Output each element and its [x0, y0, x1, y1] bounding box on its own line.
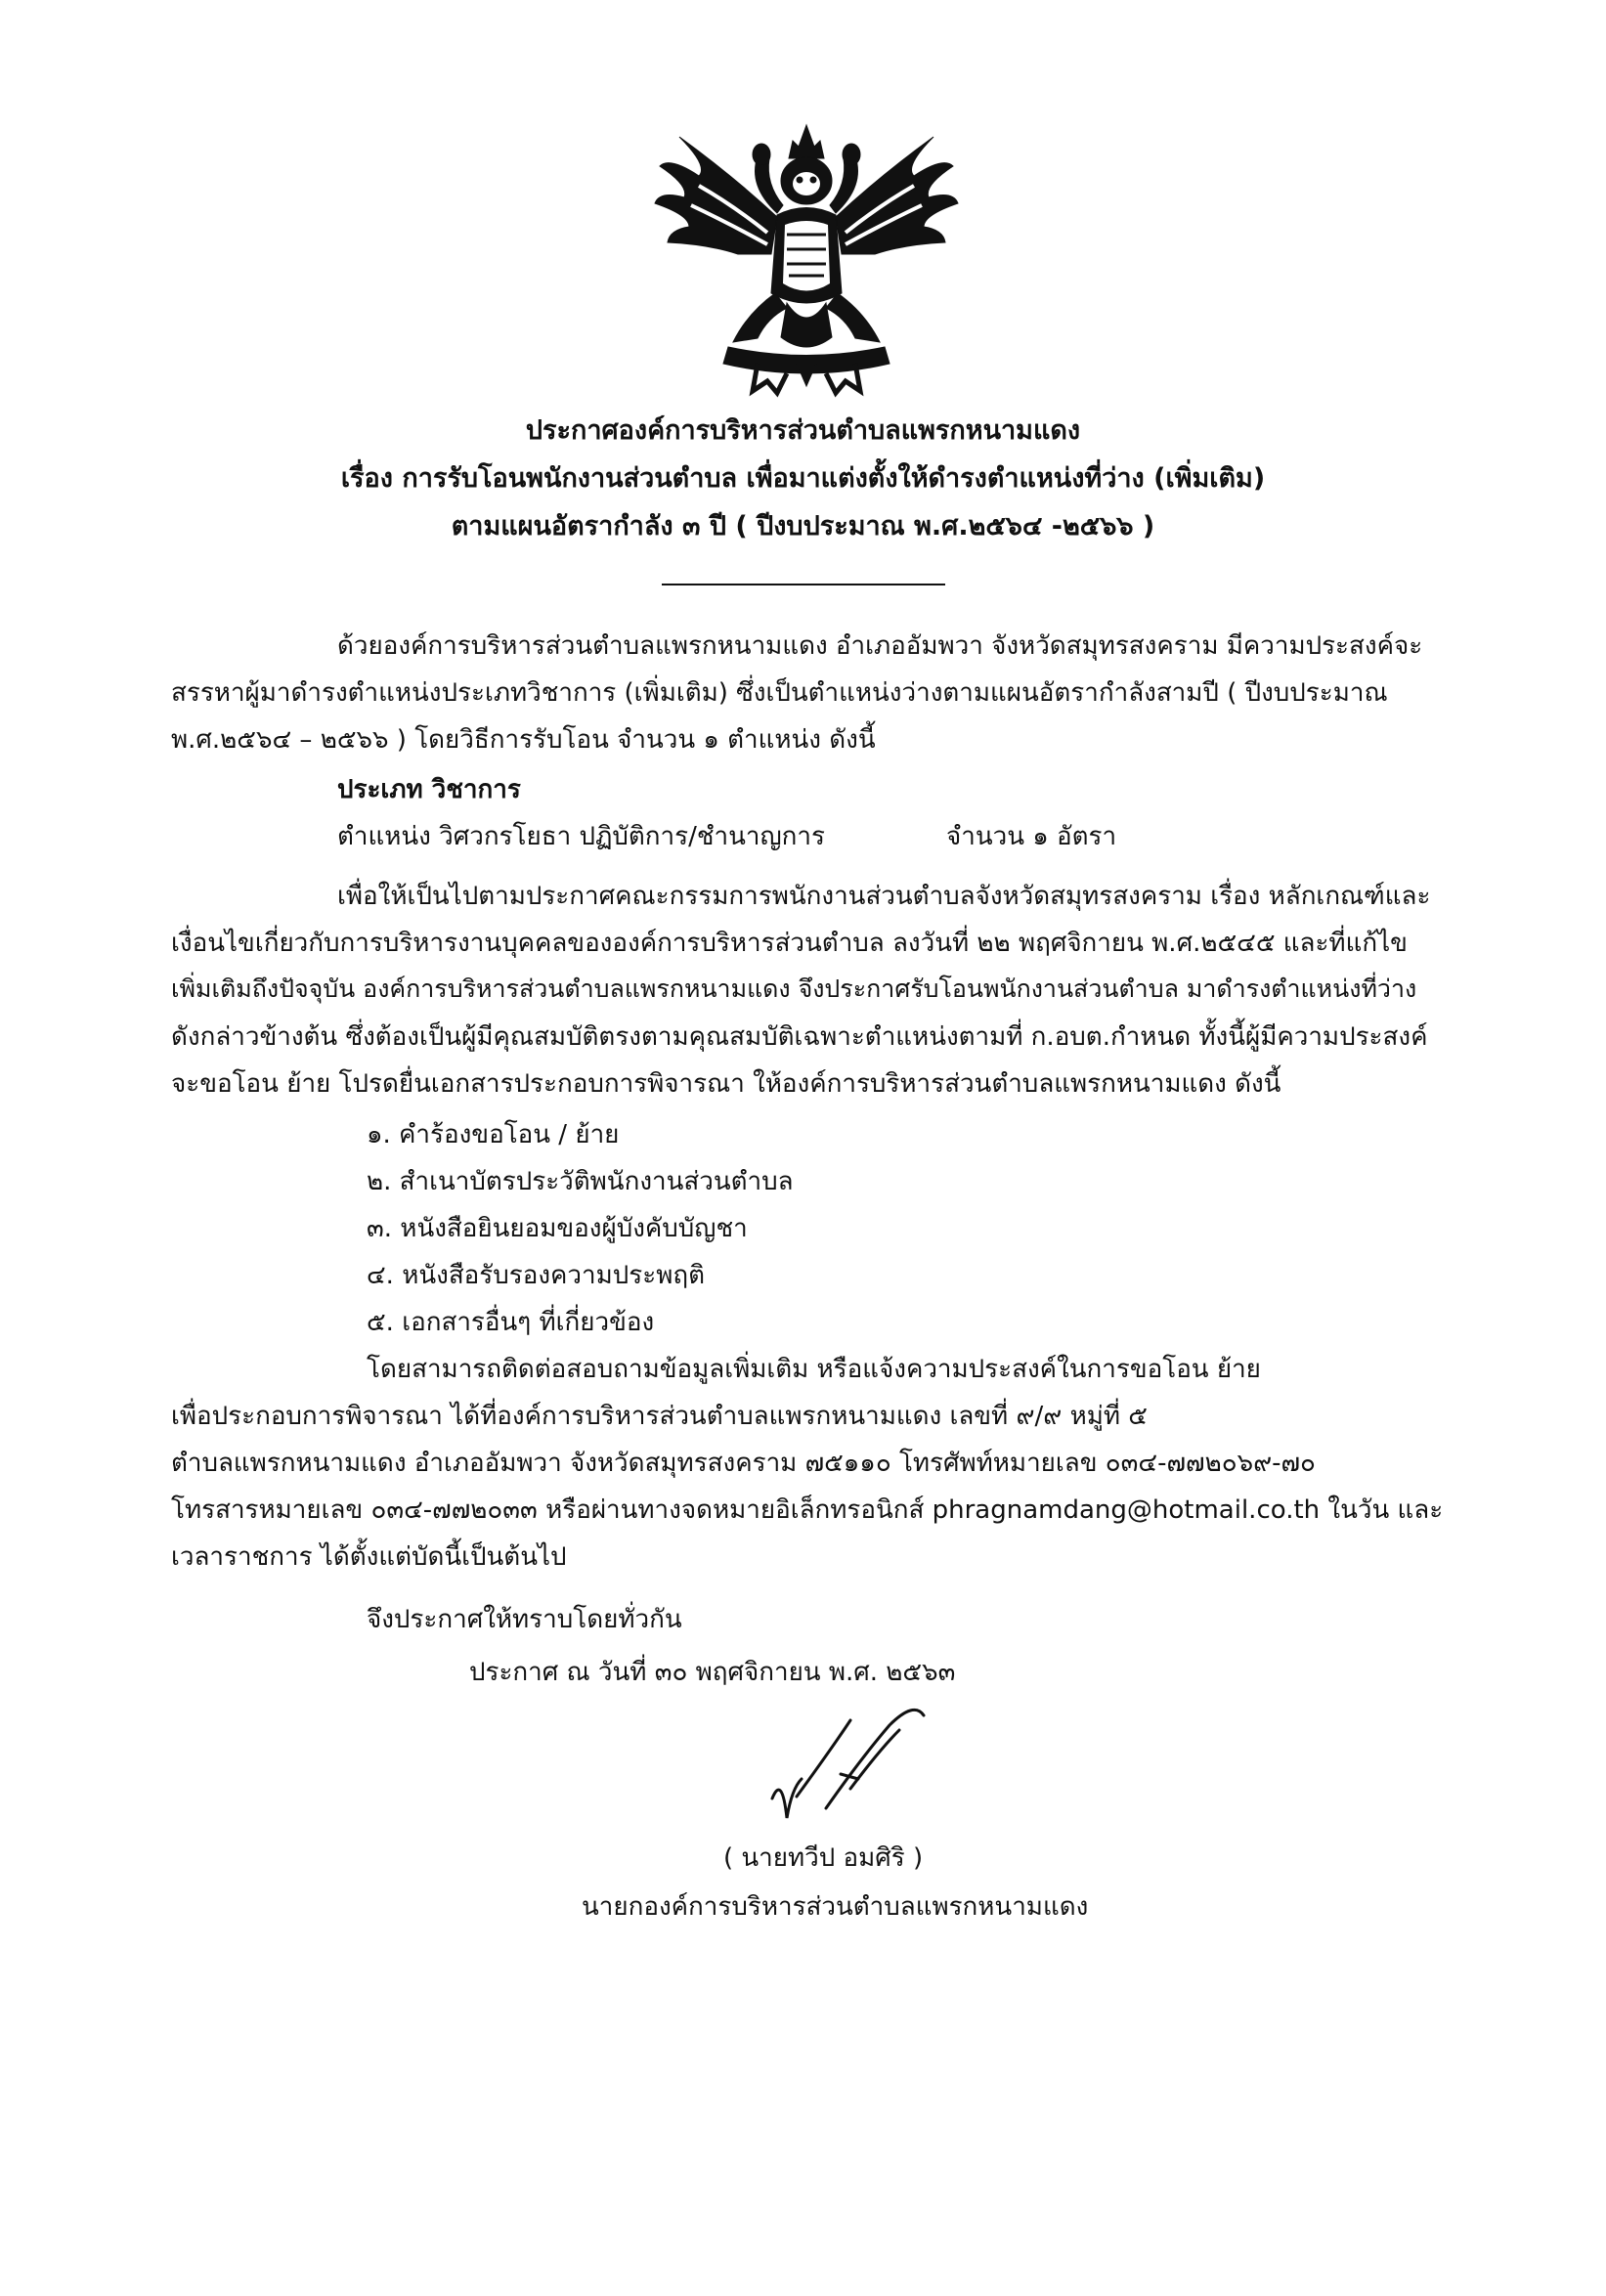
closing-notice: จึงประกาศให้ทราบโดยทั่วกัน: [367, 1605, 682, 1634]
criteria-line-1: เพื่อให้เป็นไปตามประกาศคณะกรรมการพนักงานส่วนตำบลจังหวัดสมุทรสงคราม เรื่อง หลักเกณฑ์และ: [337, 882, 1431, 911]
criteria-line-3: เพิ่มเติมถึงปัจจุบัน องค์การบริหารส่วนตำบลแพรกหนามแดง จึงประกาศรับโอนพนักงานส่วนตำบล มาดำรงตำแหน่งที่ว่าง: [171, 975, 1417, 1003]
announcement-title: ประกาศองค์การบริหารส่วนตำบลแพรกหนามแดง: [525, 415, 1081, 446]
contact-line-4: โทรสารหมายเลข ๐๓๔-๗๗๒๐๓๓ หรือผ่านทางจดหมายอิเล็กทรอนิกส์ phragnamdang@hotmail.co.th ในวัน และ: [171, 1495, 1444, 1525]
title-divider: [662, 584, 945, 585]
announcement-subtitle: ตามแผนอัตรากำลัง ๓ ปี ( ปีงบประมาณ พ.ศ.๒๕๖๔ -๒๕๖๖ ): [451, 511, 1155, 542]
position-count: จำนวน ๑ อัตรา: [946, 822, 1117, 851]
document-item: ๒. สำเนาบัตรประวัติพนักงานส่วนตำบล: [367, 1167, 794, 1196]
document-item: ๑. คำร้องขอโอน / ย้าย: [367, 1120, 620, 1149]
contact-line-3: ตำบลแพรกหนามแดง อำเภออัมพวา จังหวัดสมุทรสงคราม ๗๕๑๑๐ โทรศัพท์หมายเลข ๐๓๔-๗๗๒๐๖๙-๗๐: [171, 1449, 1316, 1478]
document-item: ๓. หนังสือยินยอมของผู้บังคับบัญชา: [367, 1214, 748, 1243]
contact-line-5: เวลาราชการ ได้ตั้งแต่บัดนี้เป็นต้นไป: [171, 1542, 567, 1572]
position-type-heading: ประเภท วิชาการ: [337, 775, 521, 804]
signer-position: นายกองค์การบริหารส่วนตำบลแพรกหนามแดง: [582, 1892, 1089, 1922]
contact-line-2: เพื่อประกอบการพิจารณา ได้ที่องค์การบริหารส่วนตำบลแพรกหนามแดง เลขที่ ๙/๙ หมู่ที่ ๕: [171, 1402, 1148, 1431]
intro-line-2: สรรหาผู้มาดำรงตำแหน่งประเภทวิชาการ (เพิ่มเติม) ซึ่งเป็นตำแหน่งว่างตามแผนอัตรากำลังสามปี ( ปีงบประมาณ: [171, 678, 1388, 708]
criteria-line-5: จะขอโอน ย้าย โปรดยื่นเอกสารประกอบการพิจารณา ให้องค์การบริหารส่วนตำบลแพรกหนามแดง ดังนี้: [171, 1069, 1281, 1099]
garuda-emblem-icon: [640, 108, 973, 401]
intro-line-3: พ.ศ.๒๕๖๔ – ๒๕๖๖ ) โดยวิธีการรับโอน จำนวน ๑ ตำแหน่ง ดังนี้: [171, 725, 876, 755]
position-name: ตำแหน่ง วิศวกรโยธา ปฏิบัติการ/ชำนาญการ: [337, 822, 825, 851]
intro-line-1: ด้วยองค์การบริหารส่วนตำบลแพรกหนามแดง อำเภออัมพวา จังหวัดสมุทรสงคราม มีความประสงค์จะ: [337, 631, 1423, 661]
criteria-line-2: เงื่อนไขเกี่ยวกับการบริหารงานบุคคลขององค์การบริหารส่วนตำบล ลงวันที่ ๒๒ พฤศจิกายน พ.ศ.๒๕๔๕ และที่แก้ไข: [171, 929, 1408, 958]
signature-mark-icon: [743, 1681, 997, 1828]
contact-line-1: โดยสามารถติดต่อสอบถามข้อมูลเพิ่มเติม หรือแจ้งความประสงค์ในการขอโอน ย้าย: [367, 1355, 1261, 1384]
signer-name: ( นายทวีป อมศิริ ): [723, 1843, 924, 1873]
criteria-line-4: ดังกล่าวข้างต้น ซึ่งต้องเป็นผู้มีคุณสมบัติตรงตามคุณสมบัติเฉพาะตำแหน่งตามที่ ก.อบต.กำหนด ทั้งนี้ผู้มีความประสงค์: [171, 1022, 1428, 1052]
announcement-date: ประกาศ ณ วันที่ ๓๐ พฤศจิกายน พ.ศ. ๒๕๖๓: [469, 1658, 956, 1687]
document-item: ๕. เอกสารอื่นๆ ที่เกี่ยวข้อง: [367, 1308, 655, 1337]
document-item: ๔. หนังสือรับรองความประพฤติ: [367, 1261, 705, 1290]
announcement-subject: เรื่อง การรับโอนพนักงานส่วนตำบล เพื่อมาแต่งตั้งให้ดำรงตำแหน่งที่ว่าง (เพิ่มเติม): [340, 463, 1266, 494]
